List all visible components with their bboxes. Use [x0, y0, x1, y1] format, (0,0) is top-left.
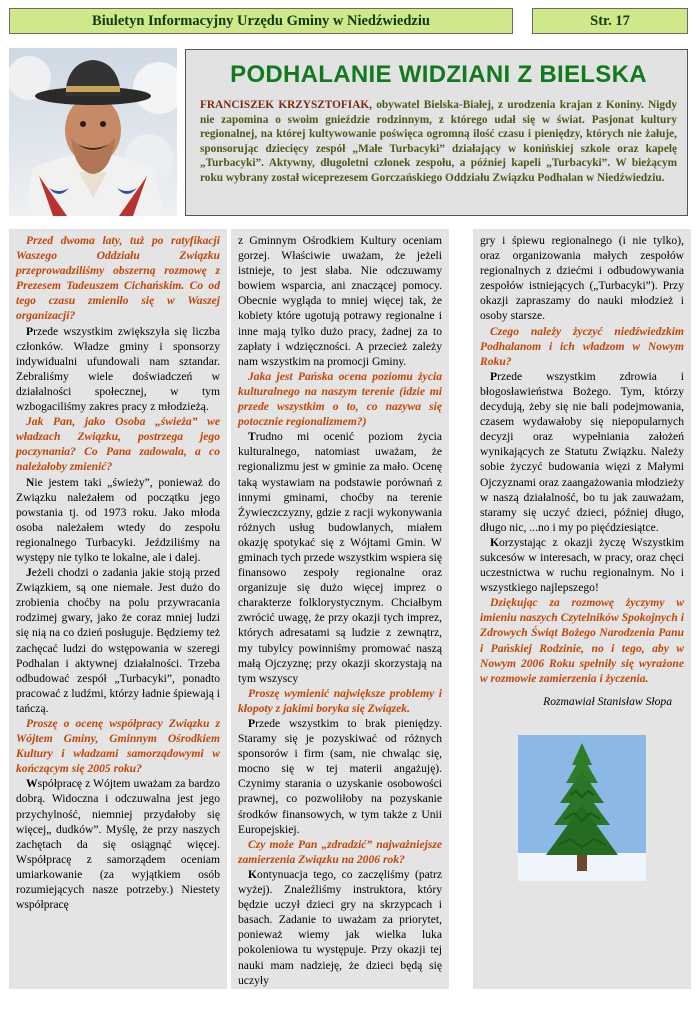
answer	[16, 565, 220, 716]
answer	[480, 535, 684, 595]
answer-text: eżeli chodzi o zadania jakie stoją przed Związkiem, są one niemałe. Jest dużo do zrobienia choćby na polu przywracania rodzimej gwary, jako że coraz mniej ludzi się nią na co dzień posługuje. Będziemy też zachęcać ludzi do wstępowania w szeregi Podhalan i aktywnej działalności. Trzeba odbudować zespół „Turbacyki”, ponadto pracować z ludźmi, którzy ładnie śpiewają i tańczą.	[16, 566, 220, 715]
article-lead	[200, 98, 677, 186]
drop-cap: K	[248, 867, 258, 881]
answer-text: spółpracę z Wójtem uważam za bardzo dobrą. Widoczna i odczuwalna jest jego przychylność, niemniej przydałoby się więcej„ dudków”. Myślę, że przy naszych zachętach da się osiągnąć więcej. Współpracę z samorządem oceniam umiarkowanie (za wyjątkiem osób rozumiejących nasze potrzeby.) Niestety współpracę	[16, 777, 220, 912]
lead-text: obywatel Bielska-Białej, z urodzenia krajan z Koniny. Nigdy nie zapomina o swoim gnieździe rodzinnym, z którego udał się w świat. Pasjonat kultury regionalnej, na której kultywowanie poświęca ogromną ilość czasu i pieniędzy, których nie żałuje, sponsorując dziecięcy zespół „Małe Turbacyki” działający w konińskiej szkole oraz kapelę „Turbacyki”. Aktywny, długoletni członek zespołu, a później kapeli „Turbacyki”. W bieżącym roku wybrany został wiceprezesem Gorczańskiego Oddziału Związku Podhalan w Niedźwiedziu.	[200, 99, 677, 184]
answer	[238, 867, 442, 988]
portrait-photo	[9, 48, 177, 216]
answer	[16, 324, 220, 415]
closing-thanks: Dziękując za rozmowę życzymy w imieniu naszych Czytelników Spokojnych i Zdrowych Świąt Bożego Narodzenia Panu i Pańskiej Rodzinie, no i tego, aby w Nowym 2006 Roku spełniły się wyrażone w rozmowie zamierzenia i życzenia.	[480, 596, 684, 685]
drop-cap: K	[490, 535, 500, 549]
column-1	[9, 229, 227, 989]
article-intro	[185, 49, 688, 216]
answer-text: ie jestem taki „świeży”, ponieważ do Związku należałem od początku jego powstania tj. od 1973 roku. Jako młoda osoba należałem wtedy do zespołu regionalnego Turbacyki. Jeździliśmy na występy nie tylko te lokalne, ale i dalej.	[16, 475, 220, 564]
drop-cap: P	[490, 369, 498, 383]
drop-cap: N	[26, 475, 35, 489]
bulletin-title-text: Biuletyn Informacyjny Urzędu Gminy w Niedźwiedziu	[92, 12, 430, 29]
answer-text: rzede wszystkim zwiększyła się liczba członków. Władze gminy i sponsorzy indywidualni ufundowali nam sztandar. Zebraliśmy wiele doświadczeń w działalności społecznej, w tym wzbogaciliśmy zakres pracy z młodzieżą.	[16, 324, 220, 414]
question: Jaka jest Pańska ocena poziomu życia kulturalnego na naszym terenie (idzie mi przede wszystkim o to, co nazywa się potocznie regionalizmem?)	[238, 369, 442, 429]
drop-cap: J	[26, 566, 32, 580]
question: Jak Pan, jako Osoba „świeża” we władzach Związku, postrzega jego poczynania? Co Pana zadowala, a co należałoby zmienić?	[16, 415, 220, 474]
question: Proszę wymienić największe problemy i kłopoty z jakimi boryka się Związek.	[238, 686, 442, 715]
drop-cap: W	[26, 777, 38, 791]
drop-cap: T	[248, 430, 256, 444]
question: Czy może Pan „zdradzić” najważniejsze zamierzenia Związku na 2006 rok?	[238, 837, 442, 866]
portrait-illustration	[9, 48, 177, 216]
answer-text: ontynuacja tego, co zaczęliśmy (patrz wyżej). Znaleźliśmy instruktora, który będzie uczył dzieci gry na skrzypcach i basach. Zadanie to uważam za priorytet, ponieważ wiemy jak wielka luka pokoleniowa tu występuje. Przy okazji tej nauki mam nadzieję, że dzieci będą się uczyły	[238, 867, 442, 987]
answer	[16, 776, 220, 912]
page-number	[532, 8, 688, 34]
article-headline: PODHALANIE WIDZIANI Z BIELSKA	[230, 61, 647, 88]
answer-text: orzystając z okazji życzę Wszystkim sukcesów w interesach, w pracy, oraz chęci uczestnictwa w ruchu regionalnym. No i wszystkiego najlepszego!	[480, 535, 684, 595]
lead-name: FRANCISZEK KRZYSZTOFIAK,	[200, 99, 372, 111]
drop-cap: P	[248, 717, 256, 730]
answer	[238, 429, 442, 686]
interviewer-signature: Rozmawiał Stanisław Słopa	[543, 694, 672, 708]
answer	[16, 475, 220, 566]
answer-continued: gry i śpiewu regionalnego (i nie tylko), oraz organizowania małych zespołów regionalnych z dziećmi i odbudowywania zespołów istniejących („Turbacyki”). Przy okazji zapraszamy do nauki młodzież i osoby starsze.	[480, 234, 684, 323]
question: Przed dwoma laty, tuż po ratyfikacji Waszego Oddziału Związku przeprowadziliśmy obszerną rozmowę z Prezesem Tadeuszem Cichańskim. Co od tego czasu zmieniło się w Waszej organizacji?	[16, 234, 220, 323]
column-3	[473, 229, 691, 989]
question: Czego należy życzyć niedźwiedzkim Podhalanom i ich władzom w Nowym Roku?	[480, 324, 684, 368]
page-number-text: Str. 17	[590, 12, 630, 29]
question: Proszę o ocenę współpracy Związku z Wójtem Gminy, Gminnym Ośrodkiem Kultury i władzami samorządowymi w kończącym się 2005 roku?	[16, 717, 220, 776]
column-2	[231, 229, 449, 989]
answer-text: rzede wszystkim to brak pieniędzy. Staramy się je pozyskiwać od różnych sponsorów i firm (sam, nie chwaląc się, mocno się w tej materii angażuję). Czynimy starania o uzyskanie osobowości prawnej, co pozwoliłoby na pozyskanie środków finansowych, w tym także z Unii Europejskiej.	[238, 717, 442, 836]
answer-text: rudno mi ocenić poziom życia kulturalnego, natomiast uważam, że regionalizmu jest w gminie za mało. Ocenę taką wystawiam na podstawie porównań z innymi gminami, choćby na terenie Żywieczczyzny, gdzie z racji wykonywania różnych usług budowlanych, miałem okazję spotykać się z Wójtami Gmin. W gminach tych przede wszystkim wspiera się finansowo zespoły regionalne oraz organizuje się dużo więcej imprez o charakterze folklorystycznym. Chciałbym zwrócić uwagę, że przy okazji tych imprez, których adresatami są ludzie z zewnątrz, my tubylcy powinniśmy promować naszą małą Ojczyznę; przy okazji skorzystają na tym wszyscy	[238, 430, 442, 685]
spruce-tree-icon	[518, 735, 646, 881]
bulletin-title	[9, 8, 513, 34]
answer-continued: z Gminnym Ośrodkiem Kultury oceniam gorzej. Właściwie uważam, że jeżeli istnieje, to jest słaba. Nie odczuwamy bowiem wsparcia, ani znaczącej pomocy. Obecnie wygląda to mniej więcej tak, że kobiety które ugotują potrawy regionalne i inne mają tylko dużo pracy, żadnej za to zapłaty i wdzięczności. A przecież zależy nam wszystkim na promocji Gminy.	[238, 234, 442, 368]
answer	[238, 716, 442, 837]
answer	[480, 369, 684, 535]
drop-cap: P	[26, 324, 34, 338]
answer-text: rzede wszystkim zdrowia i błogosławieństwa Bożego. Tym, którzy decydują, żeby się nie bali podejmowania, czasem wydawałoby się niepopularnych decyzji oraz wypełniania założeń wynikających ze Statutu Związku. Należy sobie życzyć budowania więzi z Małymi Ojczyznami oraz zaangażowania młodzieży w naszą działalność, bo tu jak zauważam, staramy się uczyć dzieci, później długo, długo nic, ...no i my po pięćdziesiątce.	[480, 369, 684, 534]
